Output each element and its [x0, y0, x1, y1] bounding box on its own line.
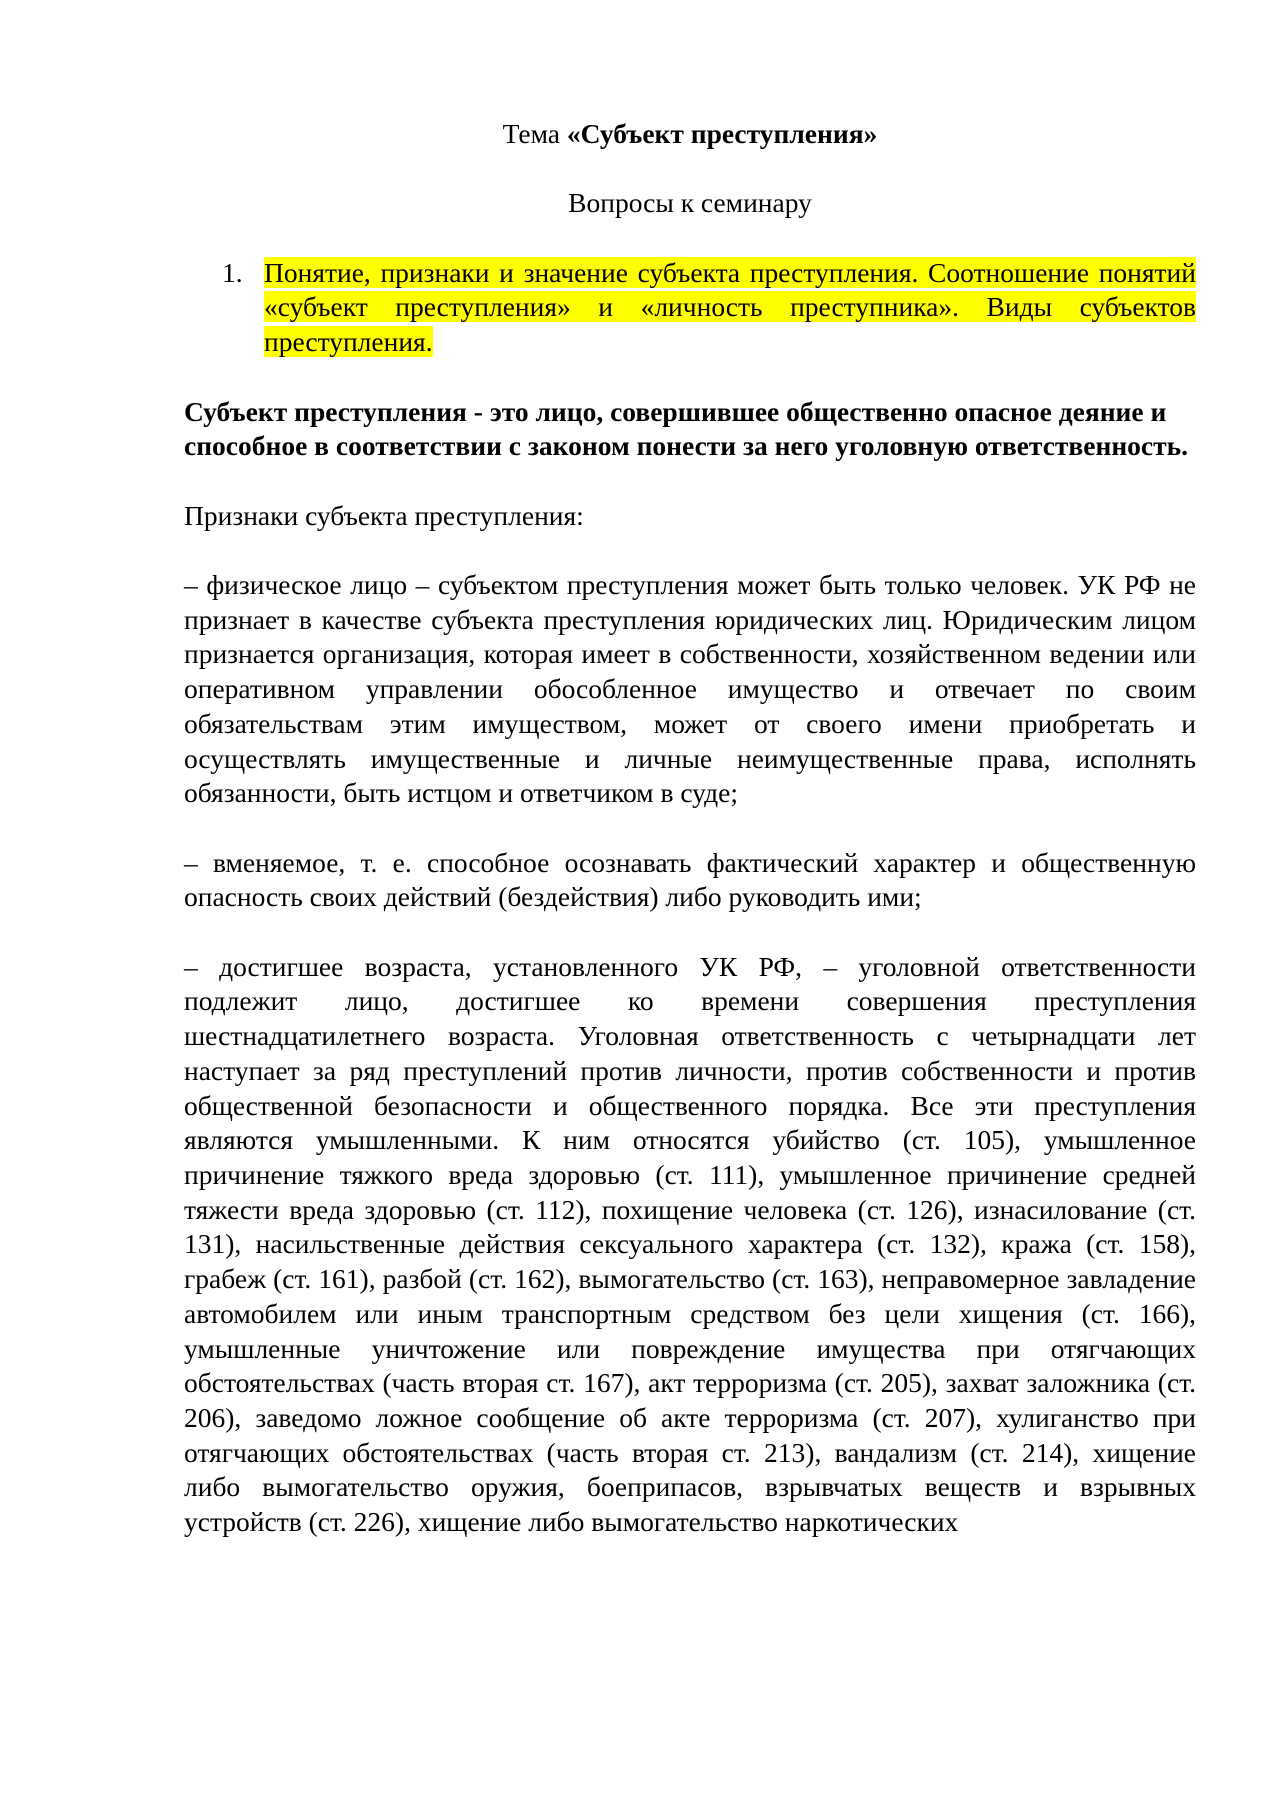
- page-subtitle: Вопросы к семинару: [568, 187, 812, 219]
- question-item: [184, 256, 1196, 360]
- features-heading: Признаки субъекта преступления:: [184, 499, 584, 531]
- title-topic: «Субъект преступления»: [566, 118, 878, 149]
- feature-paragraph-sanity: – вменяемое, т. е. способное осознавать фактический характер и общественную опасность своих действий (бездействия) либо руководить ими;: [184, 846, 1196, 913]
- feature-paragraph-age: – достигшее возраста, установленного УК РФ, – уголовной ответственности подлежит лицо, достигшее ко времени совершения преступления шестнадцатилетнего возраста. Уголовная ответственность с четырнадцати лет наступает за ряд преступлений против личности, против собственности и против общественной безопасности и общественного порядка. Все эти преступления являются умышленными. К ним относятся убийство (ст. 105), умышленное причинение тяжкого вреда здоровью (ст. 111), умышленное причинение средней тяжести вреда здоровью (ст. 112), похищение человека (ст. 126), изнасилование (ст. 131), насильственные действия сексуального характера (ст. 132), кража (ст. 158), грабеж (ст. 161), разбой (ст. 162), вымогательство (ст. 163), неправомерное завладение автомобилем или иным транспортным средством без цели хищения (ст. 166), умышленные уничтожение или повреждение имущества при отягчающих обстоятельствах (часть вторая ст. 167), акт терроризма (ст. 205), захват заложника (ст. 206), заведомо ложное сообщение об акте терроризма (ст. 207), хулиганство при отягчающих обстоятельствах (часть вторая ст. 213), вандализм (ст. 214), хищение либо вымогательство оружия, боеприпасов, взрывчатых веществ и взрывных устройств (ст. 226), хищение либо вымогательство наркотических: [184, 950, 1196, 1538]
- title-prefix: Тема: [502, 118, 567, 149]
- feature-paragraph-physical-person: – физическое лицо – субъектом преступления может быть только человек. УК РФ не признает в качестве субъекта преступления юридических лиц. Юридическим лицом признается организация, которая имеет в собственности, хозяйственном ведении или оперативном управлении обособленное имущество и отвечает по своим обязательствам этим имуществом, может от своего имени приобретать и осуществлять имущественные и личные неимущественные права, исполнять обязанности, быть истцом и ответчиком в суде;: [184, 569, 1196, 809]
- document-body: [184, 117, 1196, 1540]
- question-text-highlighted: Понятие, признаки и значение субъекта преступления. Соотношение понятий «субъект преступления» и «личность преступника». Виды субъектов преступления.: [264, 256, 1196, 358]
- definition-paragraph: Субъект преступления - это лицо, совершившее общественно опасное деяние и способное в соответствии с законом понести за него уголовную ответственность.: [184, 395, 1189, 462]
- question-number: 1.: [222, 256, 243, 288]
- question-list: [184, 256, 1196, 360]
- page-title: [184, 117, 1196, 152]
